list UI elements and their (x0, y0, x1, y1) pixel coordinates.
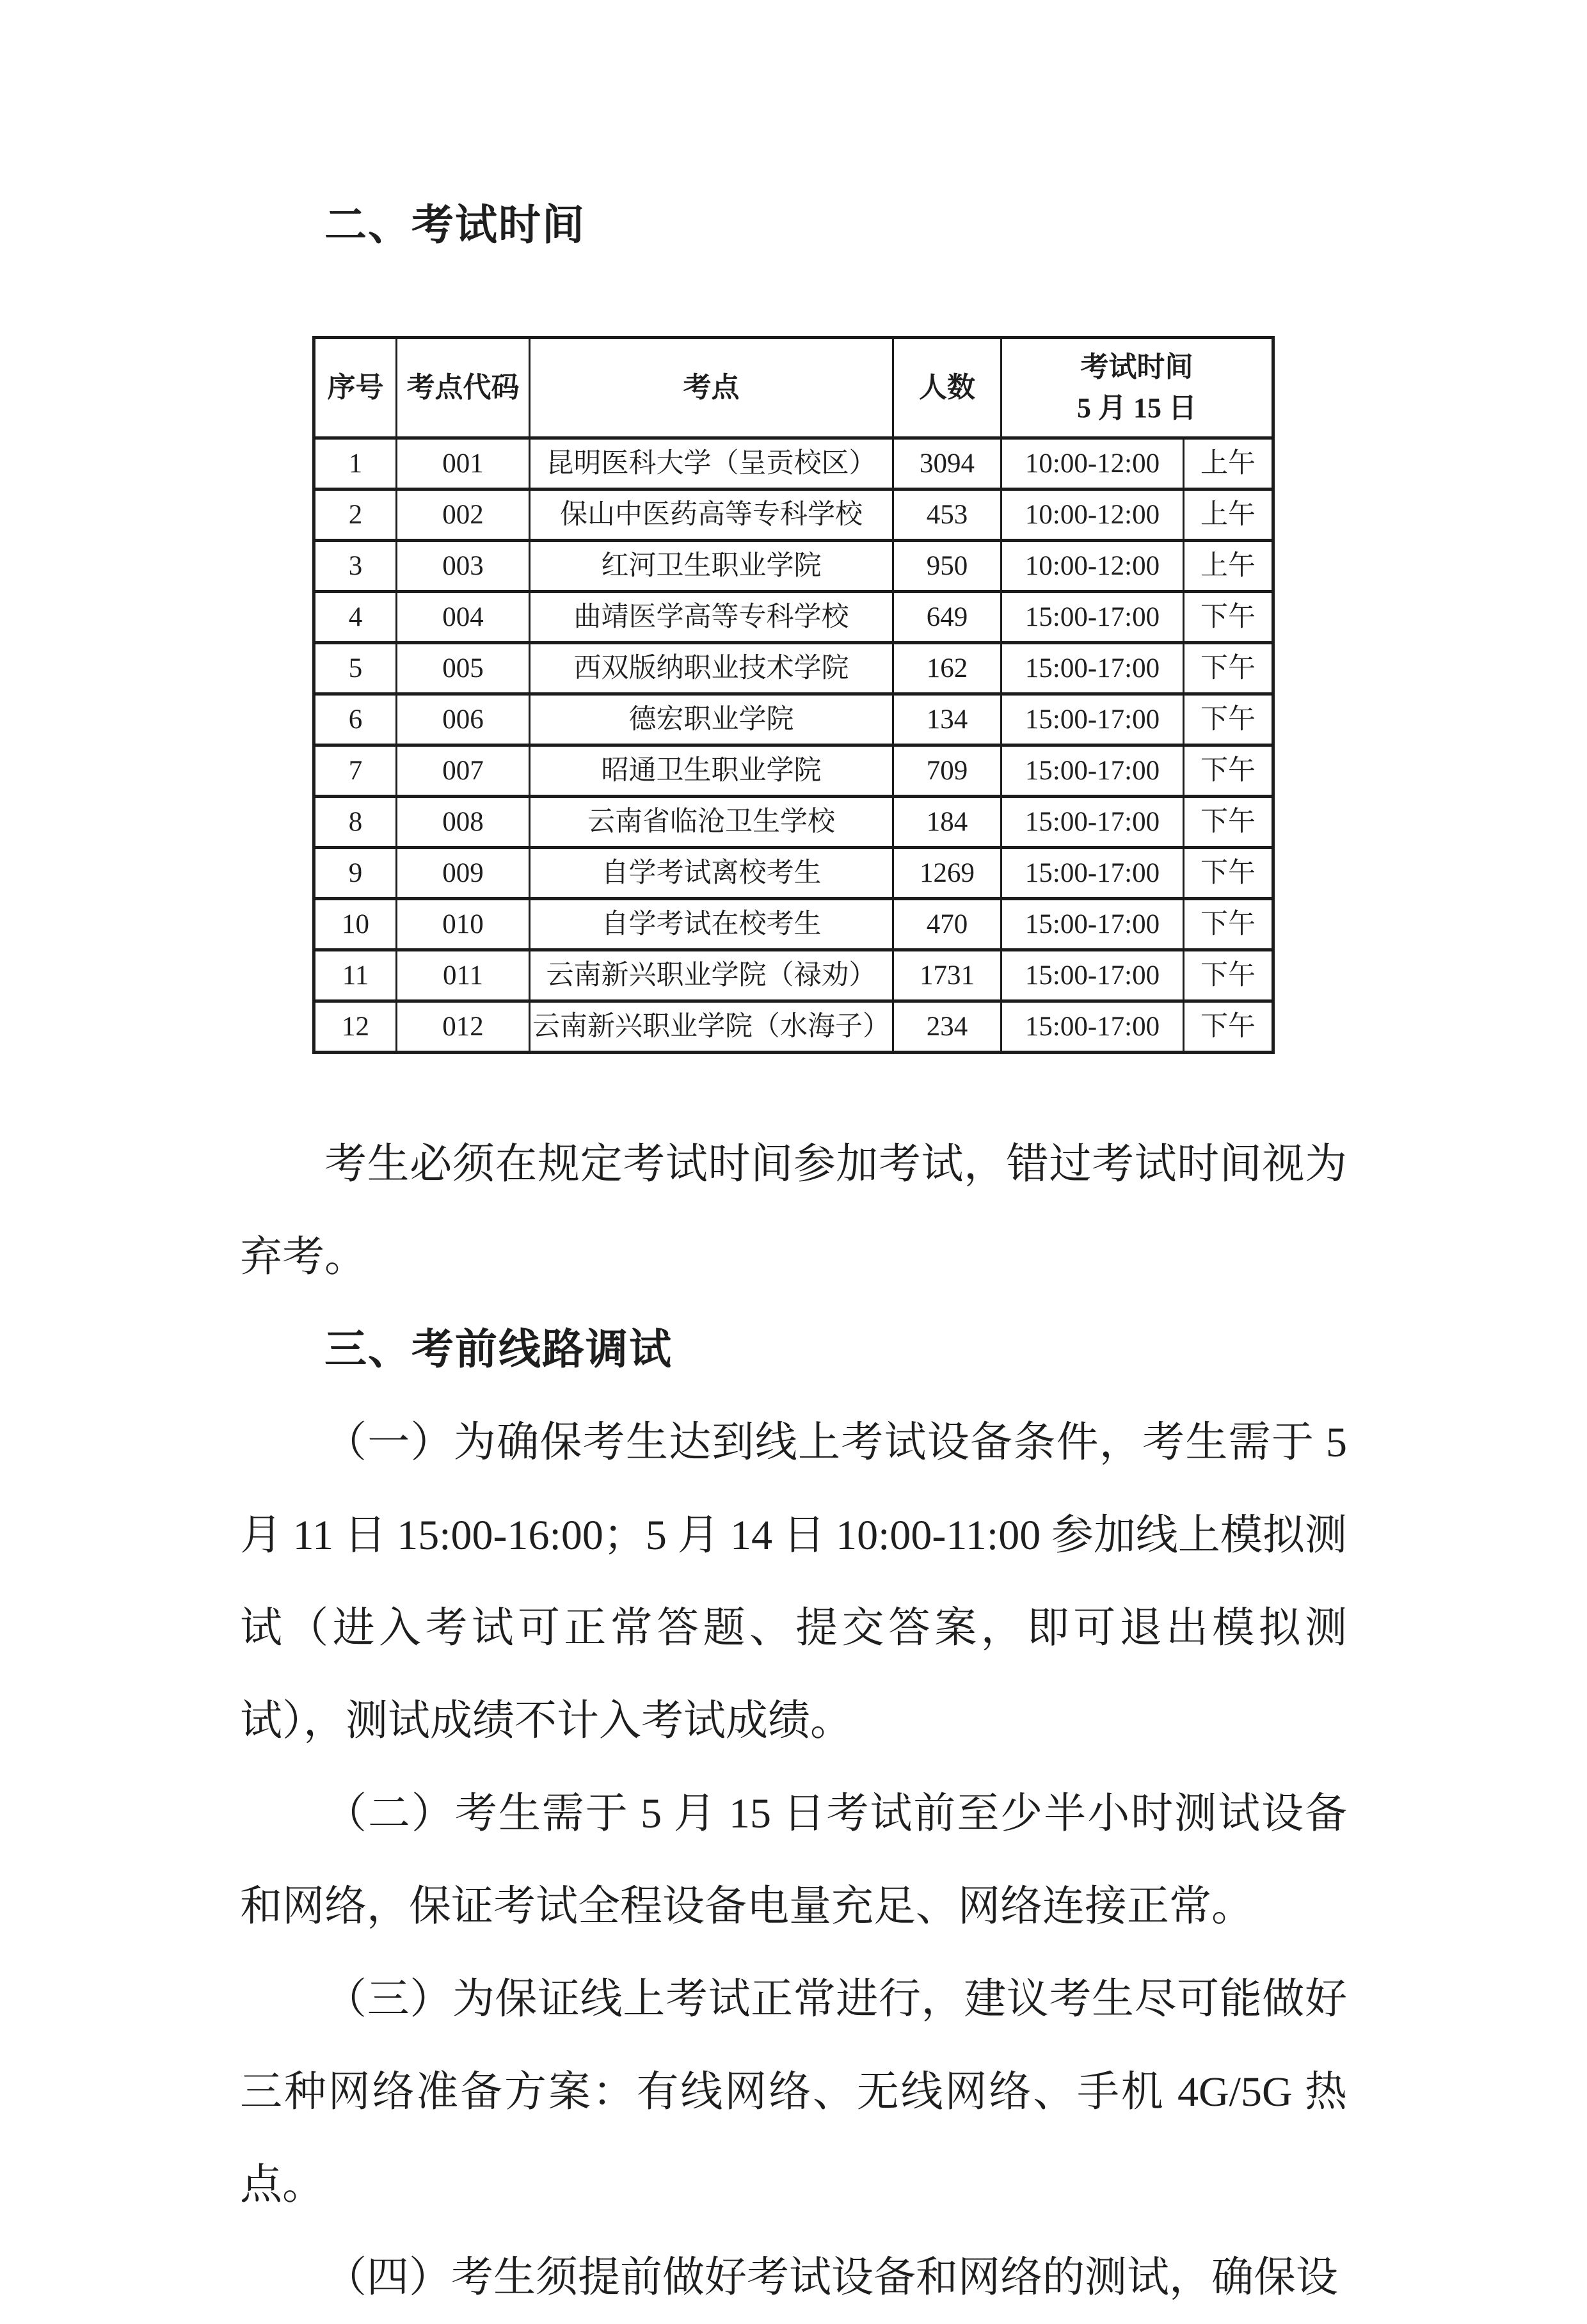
cell-count: 234 (893, 1001, 1001, 1053)
cell-period: 上午 (1184, 541, 1273, 592)
cell-period: 上午 (1184, 489, 1273, 541)
cell-count: 453 (893, 489, 1001, 541)
col-header-site-code: 考点代码 (397, 338, 530, 438)
cell-period: 下午 (1184, 592, 1273, 643)
cell-count: 1731 (893, 950, 1001, 1001)
cell-site-code: 007 (397, 745, 530, 797)
cell-index: 2 (314, 489, 397, 541)
cell-site-name: 云南省临沧卫生学校 (530, 797, 893, 848)
cell-site-name: 西双版纳职业技术学院 (530, 643, 893, 694)
table-row (314, 950, 1273, 1001)
body-text (240, 1118, 1347, 2324)
table-row (314, 745, 1273, 797)
cell-site-name: 红河卫生职业学院 (530, 541, 893, 592)
cell-site-code: 005 (397, 643, 530, 694)
cell-site-code: 004 (397, 592, 530, 643)
cell-site-name: 自学考试在校考生 (530, 899, 893, 950)
cell-index: 1 (314, 438, 397, 489)
cell-site-code: 010 (397, 899, 530, 950)
cell-index: 5 (314, 643, 397, 694)
table-row (314, 643, 1273, 694)
cell-site-name: 云南新兴职业学院（水海子） (530, 1001, 893, 1053)
table-row (314, 489, 1273, 541)
cell-site-code: 003 (397, 541, 530, 592)
cell-time-range: 15:00-17:00 (1001, 950, 1184, 1001)
cell-count: 1269 (893, 848, 1001, 899)
col-header-exam-time (1001, 338, 1273, 438)
cell-count: 3094 (893, 438, 1001, 489)
cell-site-code: 002 (397, 489, 530, 541)
cell-site-code: 009 (397, 848, 530, 899)
exam-schedule-table (312, 336, 1275, 1054)
cell-site-name: 保山中医药高等专科学校 (530, 489, 893, 541)
cell-index: 12 (314, 1001, 397, 1053)
cell-count: 709 (893, 745, 1001, 797)
cell-site-code: 008 (397, 797, 530, 848)
cell-index: 9 (314, 848, 397, 899)
cell-count: 649 (893, 592, 1001, 643)
cell-time-range: 15:00-17:00 (1001, 1001, 1184, 1053)
table-row (314, 797, 1273, 848)
section-heading-pre-exam-test: 三、考前线路调试 (324, 1326, 673, 1373)
cell-index: 10 (314, 899, 397, 950)
table-row (314, 541, 1273, 592)
paragraph-item-3: （三）为保证线上考试正常进行，建议考生尽可能做好三种网络准备方案：有线网络、无线网络、手机 4G/5G 热点。 (240, 1976, 1347, 2208)
cell-index: 7 (314, 745, 397, 797)
cell-time-range: 15:00-17:00 (1001, 745, 1184, 797)
paragraph-item-1: （一）为确保考生达到线上考试设备条件，考生需于 5 月 11 日 15:00-16:00；5 月 14 日 10:00-11:00 参加线上模拟测试（进入考试可正常答题、提交答案，即可退出模拟测试），测试成绩不计入考试成绩。 (240, 1419, 1347, 1744)
table-row (314, 592, 1273, 643)
cell-index: 6 (314, 694, 397, 745)
cell-period: 下午 (1184, 797, 1273, 848)
col-header-index: 序号 (314, 338, 397, 438)
cell-period: 下午 (1184, 745, 1273, 797)
cell-time-range: 15:00-17:00 (1001, 797, 1184, 848)
cell-period: 下午 (1184, 899, 1273, 950)
paragraph-attendance-rule: 考生必须在规定考试时间参加考试，错过考试时间视为弃考。 (240, 1141, 1347, 1280)
cell-index: 4 (314, 592, 397, 643)
cell-count: 184 (893, 797, 1001, 848)
cell-site-code: 001 (397, 438, 530, 489)
cell-time-range: 10:00-12:00 (1001, 438, 1184, 489)
cell-site-name: 德宏职业学院 (530, 694, 893, 745)
cell-period: 下午 (1184, 643, 1273, 694)
cell-period: 下午 (1184, 950, 1273, 1001)
cell-site-name: 曲靖医学高等专科学校 (530, 592, 893, 643)
cell-time-range: 15:00-17:00 (1001, 694, 1184, 745)
cell-count: 134 (893, 694, 1001, 745)
cell-site-code: 011 (397, 950, 530, 1001)
cell-site-name: 昭通卫生职业学院 (530, 745, 893, 797)
cell-index: 11 (314, 950, 397, 1001)
cell-period: 下午 (1184, 694, 1273, 745)
col-header-count: 人数 (893, 338, 1001, 438)
cell-time-range: 15:00-17:00 (1001, 848, 1184, 899)
cell-site-name: 云南新兴职业学院（禄劝） (530, 950, 893, 1001)
cell-time-range: 10:00-12:00 (1001, 489, 1184, 541)
cell-site-code: 012 (397, 1001, 530, 1053)
paragraph-item-2: （二）考生需于 5 月 15 日考试前至少半小时测试设备和网络，保证考试全程设备电量充足、网络连接正常。 (240, 1790, 1347, 1930)
cell-time-range: 15:00-17:00 (1001, 592, 1184, 643)
cell-period: 下午 (1184, 1001, 1273, 1053)
cell-period: 上午 (1184, 438, 1273, 489)
paragraph-item-4: （四）考生须提前做好考试设备和网络的测试，确保设 (324, 2254, 1338, 2301)
table-row (314, 848, 1273, 899)
cell-time-range: 10:00-12:00 (1001, 541, 1184, 592)
table-row (314, 694, 1273, 745)
cell-site-name: 自学考试离校考生 (530, 848, 893, 899)
cell-site-name: 昆明医科大学（呈贡校区） (530, 438, 893, 489)
cell-period: 下午 (1184, 848, 1273, 899)
cell-count: 162 (893, 643, 1001, 694)
cell-count: 950 (893, 541, 1001, 592)
cell-index: 3 (314, 541, 397, 592)
cell-site-code: 006 (397, 694, 530, 745)
cell-time-range: 15:00-17:00 (1001, 899, 1184, 950)
exam-table-header (314, 338, 1273, 438)
table-row (314, 1001, 1273, 1053)
cell-index: 8 (314, 797, 397, 848)
cell-time-range: 15:00-17:00 (1001, 643, 1184, 694)
section-heading-exam-time: 二、考试时间 (324, 202, 586, 249)
exam-table-body (314, 438, 1273, 1053)
table-row (314, 438, 1273, 489)
col-header-exam-time-line2: 5 月 15 日 (1077, 392, 1197, 424)
table-row (314, 899, 1273, 950)
col-header-exam-time-line1: 考试时间 (1080, 351, 1193, 383)
col-header-site: 考点 (530, 338, 893, 438)
cell-count: 470 (893, 899, 1001, 950)
